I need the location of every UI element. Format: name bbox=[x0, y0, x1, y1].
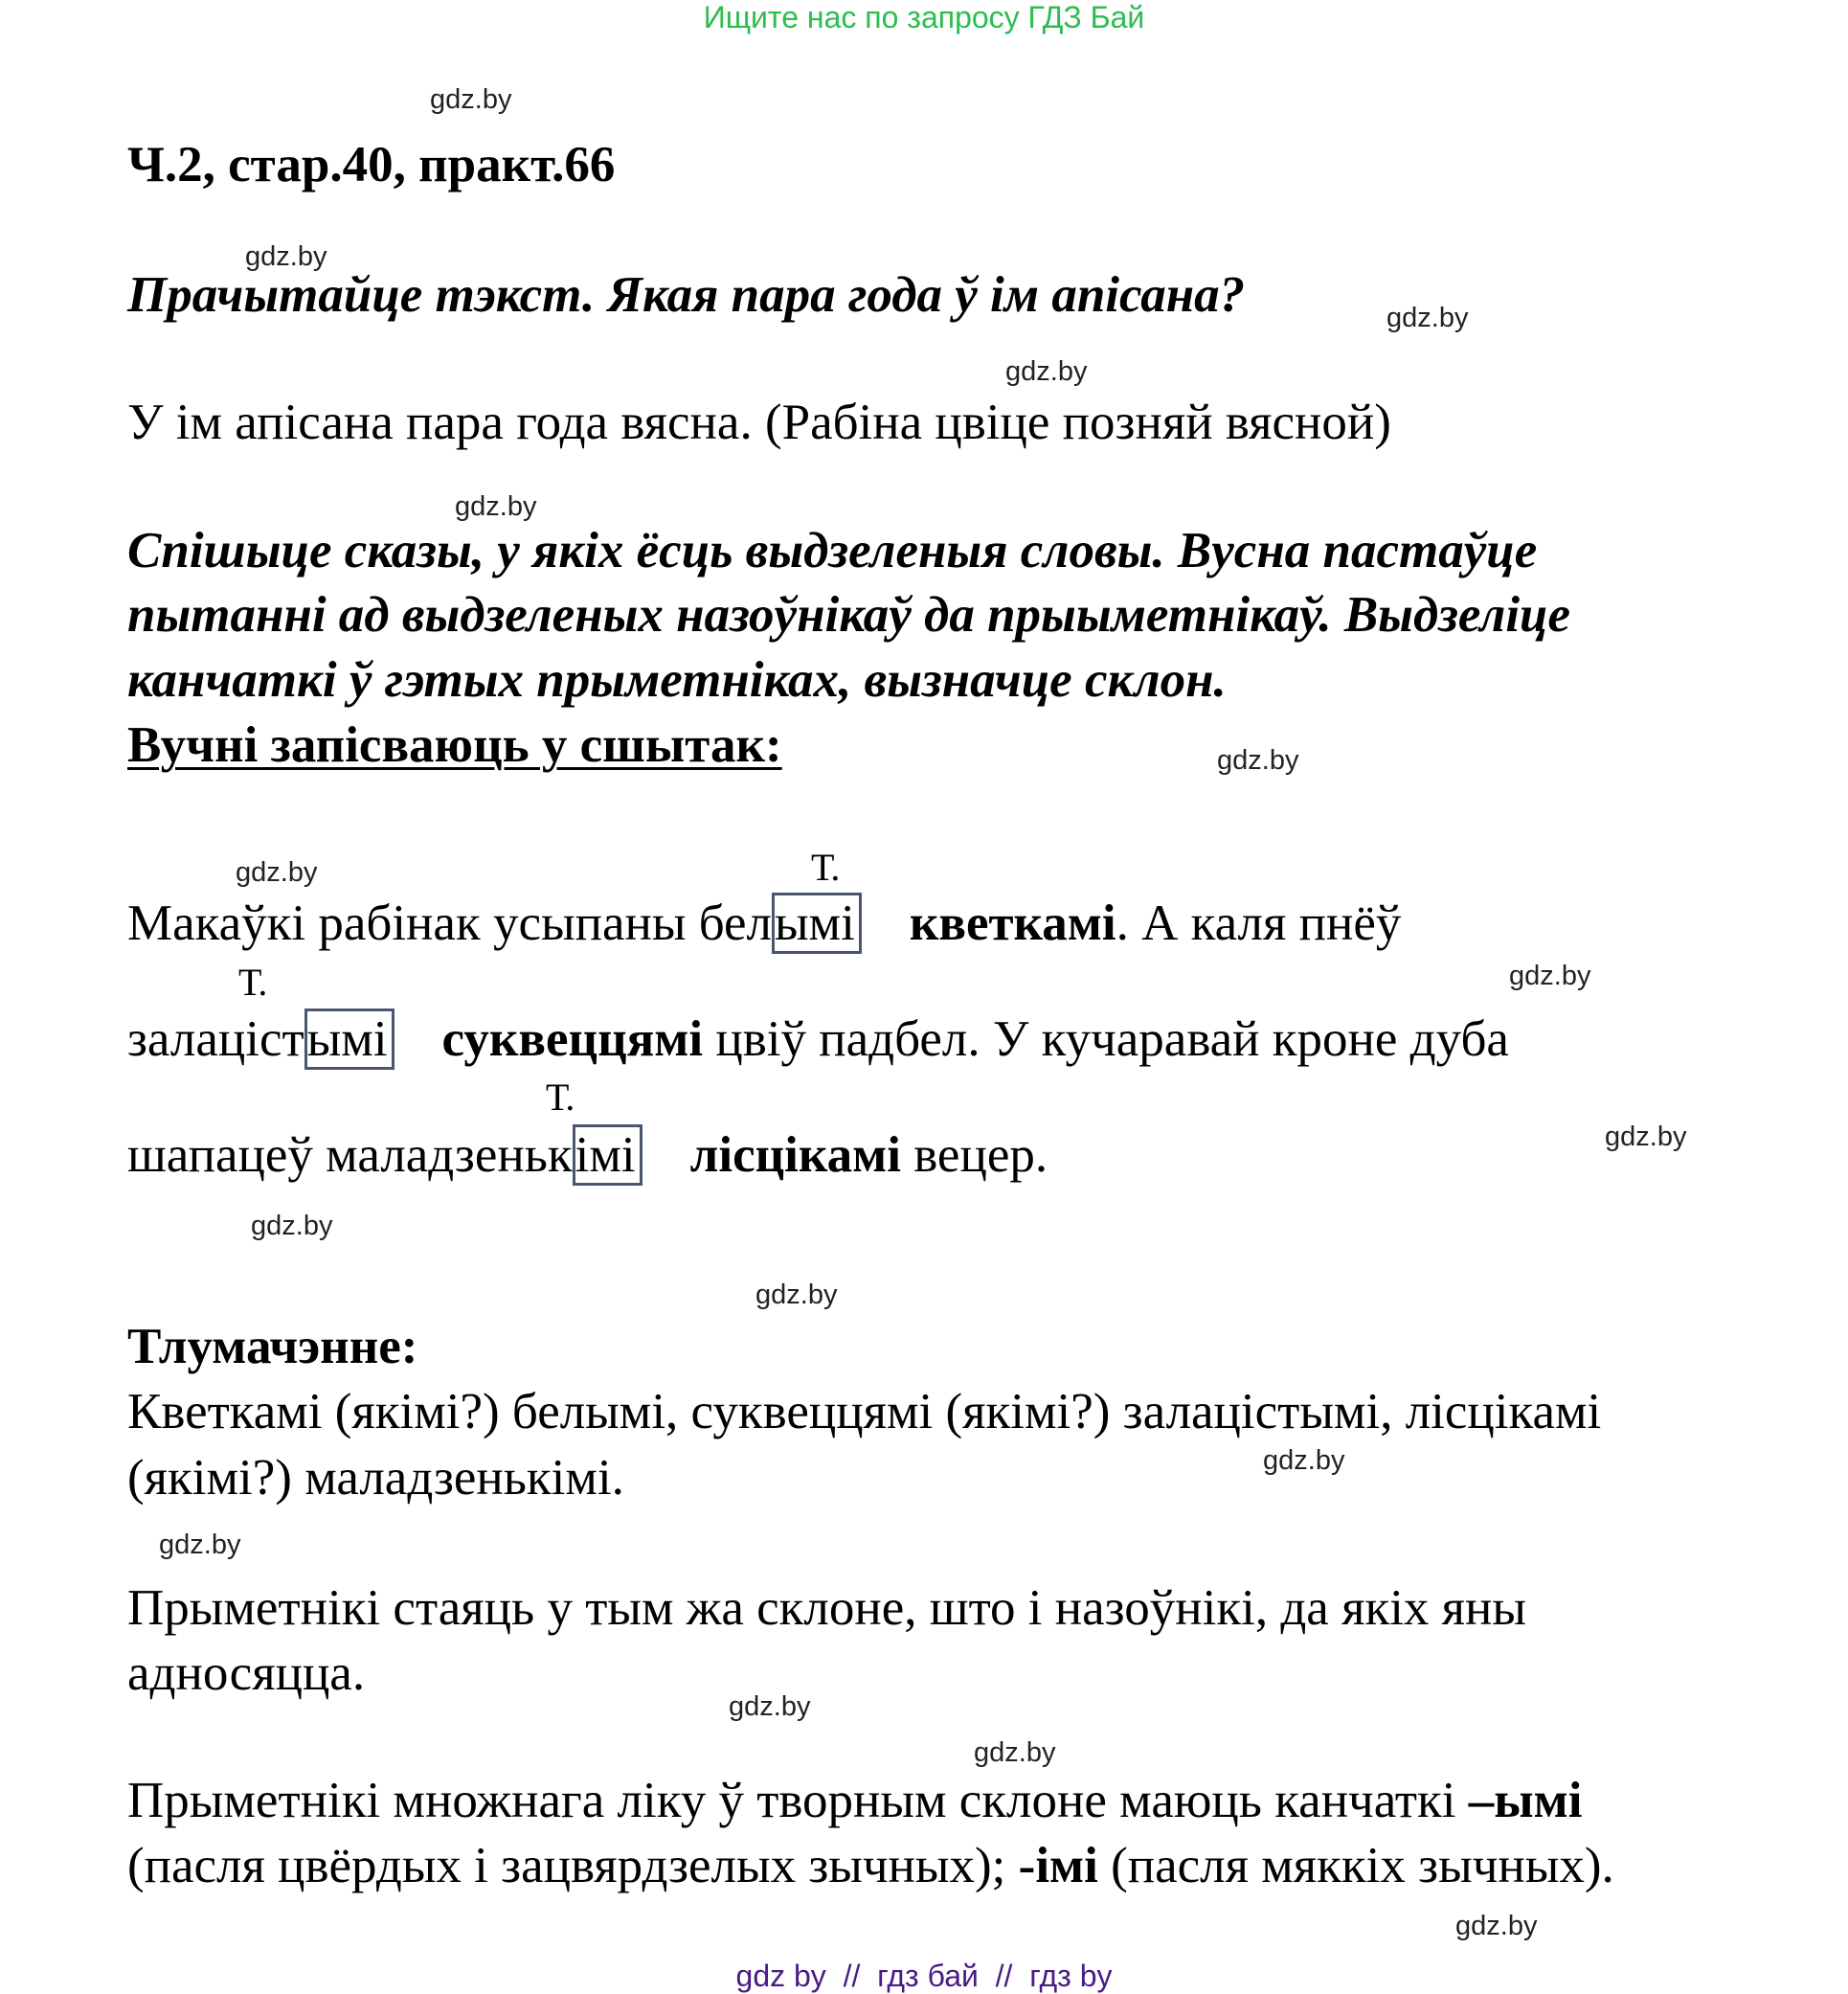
text: (пасля цвёрдых і зацвярдзелых зычных); bbox=[127, 1838, 1019, 1893]
noun: лісцікамі bbox=[689, 1127, 901, 1183]
task-line: Спішыце сказы, у якіх ёсць выдзеленыя словы. Вусна пастаўце bbox=[127, 523, 1538, 578]
sentence-line-2 bbox=[127, 1011, 1509, 1067]
sentence-line-3 bbox=[127, 1127, 1048, 1183]
text: цвіў падбел. У кучаравай кроне дуба bbox=[703, 1011, 1509, 1067]
watermark: gdz.by bbox=[1605, 1122, 1687, 1152]
watermark: gdz.by bbox=[236, 857, 318, 888]
explain-line: (якімі?) маладзенькімі. bbox=[127, 1450, 624, 1506]
explain-line: Прыметнікі стаяць у тым жа склоне, што і назоўнікі, да якіх яны bbox=[127, 1580, 1527, 1636]
text: (пасля мяккіх зычных). bbox=[1097, 1838, 1614, 1893]
text: Прыметнікі множнага ліку ў творным склоне маюць канчаткі bbox=[127, 1773, 1469, 1828]
watermark: gdz.by bbox=[1217, 745, 1299, 776]
text: залаціст bbox=[127, 1011, 304, 1067]
text: . А каля пнёў bbox=[1116, 895, 1402, 951]
text: вецер. bbox=[900, 1127, 1048, 1183]
ending-box: ымі bbox=[304, 1008, 394, 1070]
task-question-1: Прачытайце тэкст. Якая пара года ў ім апісана? bbox=[127, 267, 1246, 323]
watermark: gdz.by bbox=[1263, 1445, 1345, 1476]
task-line: канчаткі ў гэтых прыметніках, вызначце склон. bbox=[127, 652, 1227, 708]
explain-line: Кветкамі (якімі?) белымі, суквеццямі (якімі?) залацістымі, лісцікамі bbox=[127, 1384, 1602, 1439]
explain-heading: Тлумачэнне: bbox=[127, 1319, 418, 1374]
watermark: gdz.by bbox=[1455, 1911, 1538, 1941]
noun: суквеццямі bbox=[441, 1011, 704, 1067]
sentence-line-1 bbox=[127, 895, 1402, 951]
case-mark: Т. bbox=[546, 1076, 575, 1119]
noun: кветкамі bbox=[909, 895, 1116, 951]
watermark: gdz.by bbox=[729, 1691, 811, 1722]
explain-line: адносяцца. bbox=[127, 1645, 366, 1701]
ending-box: ымі bbox=[772, 893, 862, 954]
text: Макаўкі рабінак усыпаны бел bbox=[127, 895, 772, 951]
notebook-heading: Вучні запісваюць у сшытак: bbox=[127, 717, 782, 773]
watermark: gdz.by bbox=[430, 84, 512, 115]
explain-line bbox=[127, 1773, 1583, 1828]
ending: -імі bbox=[1018, 1838, 1098, 1893]
ending: –ымі bbox=[1468, 1773, 1583, 1828]
watermark: gdz.by bbox=[755, 1280, 838, 1310]
footer-links[interactable]: gdz by // гдз бай // гдз by bbox=[735, 1959, 1113, 1993]
watermark: gdz.by bbox=[1386, 303, 1469, 333]
text: шапацеў маладзеньк bbox=[127, 1127, 573, 1183]
ending-box: імі bbox=[573, 1124, 642, 1186]
case-mark: Т. bbox=[238, 961, 268, 1004]
page-title: Ч.2, стар.40, практ.66 bbox=[127, 137, 616, 193]
watermark: gdz.by bbox=[159, 1529, 241, 1560]
explain-line bbox=[127, 1838, 1614, 1893]
watermark: gdz.by bbox=[251, 1211, 333, 1241]
task-line: пытанні ад выдзеленых назоўнікаў да прыыметнікаў. Выдзеліце bbox=[127, 587, 1571, 643]
top-banner: Ищите нас по запросу ГДЗ Бай bbox=[703, 0, 1145, 34]
watermark: gdz.by bbox=[245, 241, 327, 272]
watermark: gdz.by bbox=[974, 1737, 1056, 1768]
watermark: gdz.by bbox=[455, 491, 537, 522]
watermark: gdz.by bbox=[1509, 961, 1591, 991]
answer-1: У ім апісана пара года вясна. (Рабіна цвіце позняй вясной) bbox=[127, 395, 1391, 450]
case-mark: Т. bbox=[811, 846, 841, 889]
watermark: gdz.by bbox=[1005, 356, 1088, 387]
